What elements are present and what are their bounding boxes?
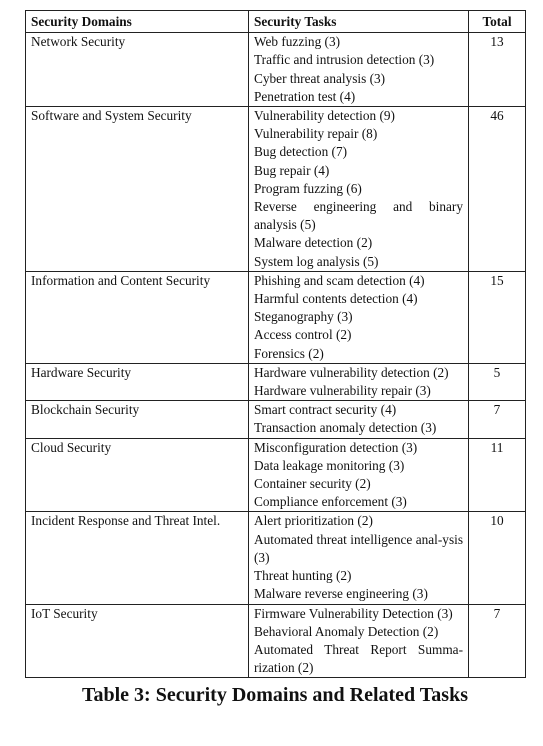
header-security-tasks: Security Tasks	[249, 11, 469, 33]
domain-cell: Blockchain Security	[26, 401, 249, 438]
total-cell: 13	[469, 33, 526, 107]
domain-cell: Cloud Security	[26, 438, 249, 512]
task-item: Firmware Vulnerability Detection (3)	[254, 605, 453, 621]
task-item: Smart contract security (4)	[254, 402, 397, 418]
task-item: Program fuzzing (6)	[254, 180, 362, 196]
total-cell: 15	[469, 271, 526, 363]
task-item: Alert prioritization (2)	[254, 513, 373, 529]
task-item: Misconfiguration detection (3)	[254, 439, 418, 455]
table-row	[26, 33, 526, 107]
task-item: Malware reverse engineering (3)	[254, 586, 428, 602]
security-domains-table	[25, 10, 526, 678]
task-item: Hardware vulnerability repair (3)	[254, 383, 431, 399]
domain-cell: IoT Security	[26, 604, 249, 678]
task-item: Penetration test (4)	[254, 88, 356, 104]
task-item: System log analysis (5)	[254, 253, 379, 269]
task-item: Behavioral Anomaly Detection (2)	[254, 623, 439, 639]
task-item: Threat hunting (2)	[254, 568, 352, 584]
table-row	[26, 401, 526, 438]
task-item: Steganography (3)	[254, 309, 353, 325]
total-cell: 5	[469, 363, 526, 400]
table-row	[26, 512, 526, 604]
total-cell: 46	[469, 107, 526, 272]
task-item: Automated Threat Report Summa-rization (2)	[254, 641, 463, 676]
table-row	[26, 363, 526, 400]
total-cell: 7	[469, 604, 526, 678]
domain-cell: Hardware Security	[26, 363, 249, 400]
task-item: Vulnerability repair (8)	[254, 126, 378, 142]
tasks-cell	[249, 271, 469, 363]
task-item: Reverse engineering and binary analysis (5)	[254, 199, 463, 233]
task-item: Automated threat intelligence anal-ysis (3)	[254, 531, 463, 565]
task-item: Malware detection (2)	[254, 235, 373, 251]
tasks-cell	[249, 604, 469, 678]
table-header-row	[26, 11, 526, 33]
task-item: Harmful contents detection (4)	[254, 291, 418, 307]
task-item: Bug detection (7)	[254, 144, 348, 160]
tasks-cell	[249, 438, 469, 512]
task-item: Container security (2)	[254, 476, 371, 492]
task-item: Hardware vulnerability detection (2)	[254, 364, 449, 380]
header-security-domains: Security Domains	[26, 11, 249, 33]
domain-cell: Network Security	[26, 33, 249, 107]
tasks-cell	[249, 401, 469, 438]
task-item: Bug repair (4)	[254, 162, 330, 178]
total-cell: 11	[469, 438, 526, 512]
tasks-cell	[249, 512, 469, 604]
domain-cell: Software and System Security	[26, 107, 249, 272]
total-cell: 7	[469, 401, 526, 438]
task-item: Access control (2)	[254, 327, 352, 343]
task-item: Transaction anomaly detection (3)	[254, 420, 437, 436]
task-item: Cyber threat analysis (3)	[254, 70, 386, 86]
task-item: Vulnerability detection (9)	[254, 108, 395, 124]
header-total: Total	[469, 11, 526, 33]
task-item: Traffic and intrusion detection (3)	[254, 52, 435, 68]
task-item: Phishing and scam detection (4)	[254, 272, 425, 288]
task-item: Data leakage monitoring (3)	[254, 457, 405, 473]
tasks-cell	[249, 107, 469, 272]
table-row	[26, 438, 526, 512]
table-body	[26, 33, 526, 678]
tasks-cell	[249, 33, 469, 107]
task-item: Forensics (2)	[254, 345, 324, 361]
table-caption: Table 3: Security Domains and Related Tasks	[82, 684, 468, 707]
tasks-cell	[249, 363, 469, 400]
table-row	[26, 604, 526, 678]
task-item: Web fuzzing (3)	[254, 34, 341, 50]
task-item: Compliance enforcement (3)	[254, 494, 407, 510]
domain-cell: Information and Content Security	[26, 271, 249, 363]
table-figure	[25, 10, 525, 707]
table-row	[26, 107, 526, 272]
table-row	[26, 271, 526, 363]
domain-cell: Incident Response and Threat Intel.	[26, 512, 249, 604]
total-cell: 10	[469, 512, 526, 604]
